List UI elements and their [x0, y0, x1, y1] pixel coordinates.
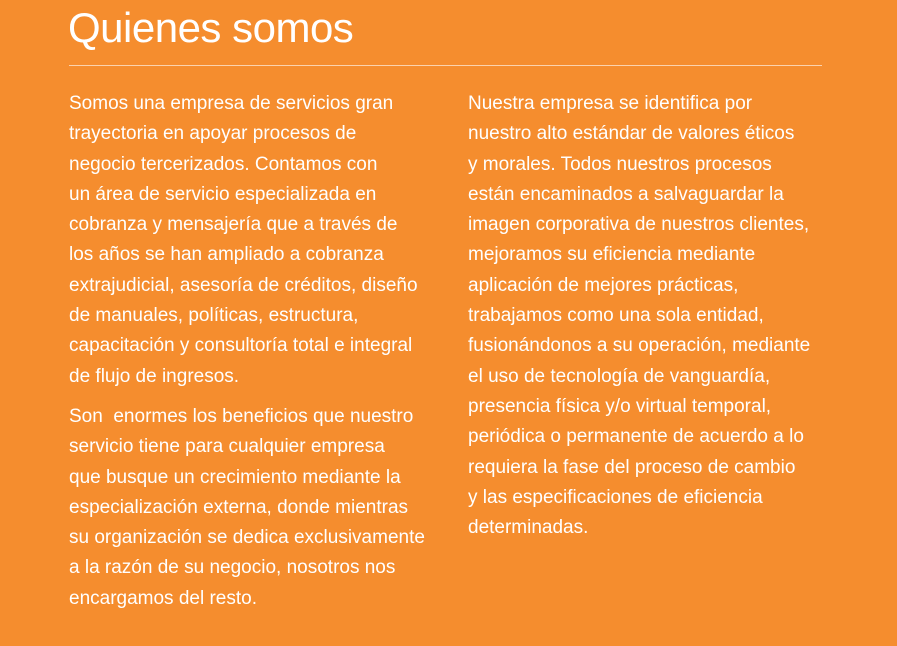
text-line: el uso de tecnología de vanguardía,	[468, 365, 771, 387]
text-line: encargamos del resto.	[69, 587, 257, 609]
text-line: mejoramos su eficiencia mediante	[468, 244, 756, 266]
text-line: trayectoria en apoyar procesos de	[69, 123, 357, 145]
text-line: de flujo de ingresos.	[69, 365, 240, 387]
text-line: Son enormes los beneficios que nuestro	[69, 405, 414, 427]
right-column	[468, 89, 828, 543]
text-line: determinadas.	[468, 517, 589, 539]
text-line: requiera la fase del proceso de cambio	[468, 456, 796, 478]
text-line: aplicación de mejores prácticas,	[468, 274, 739, 296]
text-line: presencia física y/o virtual temporal,	[468, 395, 772, 417]
text-line: su organización se dedica exclusivamente	[69, 527, 425, 549]
text-line: nuestro alto estándar de valores éticos	[468, 123, 795, 145]
text-line: fusionándonos a su operación, mediante	[468, 335, 811, 357]
text-line: imagen corporativa de nuestros clientes,	[468, 214, 810, 236]
text-line: que busque un crecimiento mediante la	[69, 466, 401, 488]
paragraph-benefits	[69, 402, 429, 614]
text-line: y las especificaciones de eficiencia	[468, 486, 763, 508]
text-line: negocio tercerizados. Contamos con	[69, 153, 378, 175]
left-column	[69, 89, 429, 614]
text-line: y morales. Todos nuestros procesos	[468, 153, 772, 175]
text-line: Somos una empresa de servicios gran	[69, 93, 394, 114]
text-line: Nuestra empresa se identifica por	[468, 93, 753, 114]
text-line: capacitación y consultoría total e integral	[69, 335, 413, 357]
text-line: servicio tiene para cualquier empresa	[69, 436, 385, 458]
title-divider	[69, 65, 822, 66]
text-line: periódica o permanente de acuerdo a lo	[468, 426, 804, 448]
text-line: de manuales, políticas, estructura,	[69, 305, 359, 327]
text-line: los años se han ampliado a cobranza	[69, 244, 384, 266]
text-line: trabajamos como una sola entidad,	[468, 305, 764, 327]
paragraph-values	[468, 89, 828, 543]
text-line: cobranza y mensajería que a través de	[69, 214, 398, 236]
text-line: especialización externa, donde mientras	[69, 496, 409, 518]
page-title: Quienes somos	[68, 4, 354, 51]
paragraph-company-overview	[69, 89, 429, 392]
text-line: un área de servicio especializada en	[69, 183, 377, 205]
text-line: a la razón de su negocio, nosotros nos	[69, 557, 396, 579]
text-line: están encaminados a salvaguardar la	[468, 183, 784, 205]
text-line: extrajudicial, asesoría de créditos, diseño	[69, 274, 418, 296]
